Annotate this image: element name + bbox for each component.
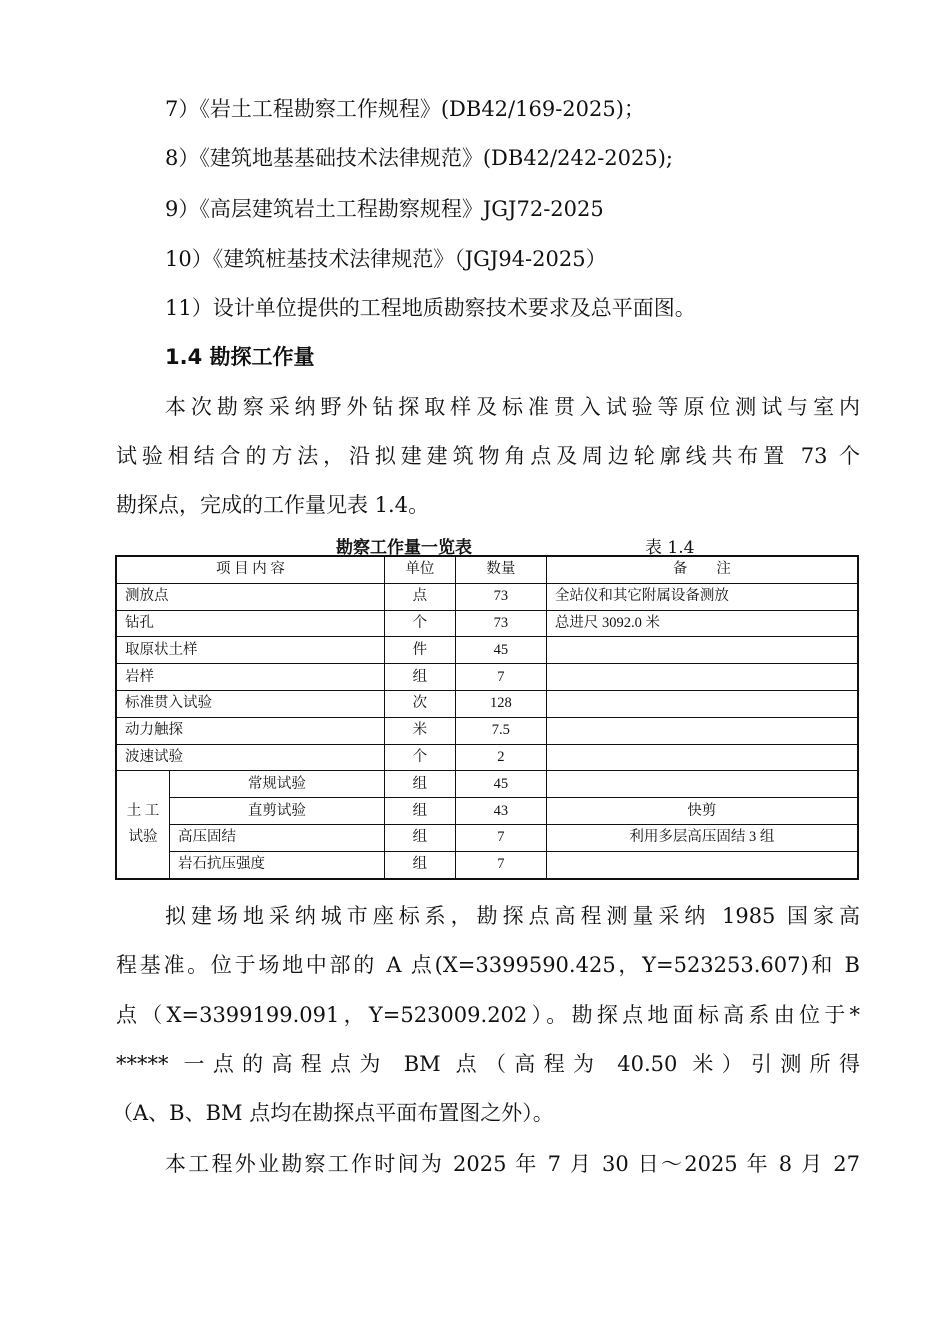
table-row: [116, 798, 858, 825]
table-row: [116, 664, 858, 691]
table-row: [116, 610, 858, 637]
group-label-line-2: 试验: [128, 829, 158, 846]
cell-qty: 128: [455, 690, 546, 717]
body-line-4: ***** 一点的高程点为 BM 点（高程为 40.50 米）引测所得: [116, 1052, 860, 1076]
cell-unit: 组: [384, 771, 455, 798]
cell-unit: 个: [384, 744, 455, 771]
reference-8: 8）《建筑地基基础技术法律规范》(DB42/242-2025);: [165, 146, 674, 170]
cell-item: 取原状土样: [116, 637, 384, 664]
cell-qty: 7: [455, 824, 546, 851]
cell-note: 总进尺 3092.0 米: [546, 610, 858, 637]
table-row: [116, 583, 858, 610]
header-note: 备 注: [546, 556, 858, 583]
cell-note: [546, 851, 858, 878]
table-row: [116, 744, 858, 771]
group-label-line-1: 土 工: [126, 803, 160, 820]
cell-qty: 45: [455, 637, 546, 664]
cell-unit: 件: [384, 637, 455, 664]
table-row: [116, 717, 858, 744]
table-row: [116, 824, 858, 851]
body-line-2: 程基准。位于场地中部的 A 点(X=3399590.425，Y=523253.607)和 B: [116, 953, 860, 977]
cell-note: [546, 744, 858, 771]
header-qty: 数量: [455, 556, 546, 583]
cell-note: [546, 690, 858, 717]
cell-qty: 2: [455, 744, 546, 771]
cell-item: 高压固结: [170, 824, 385, 851]
cell-item: 动力触探: [116, 717, 384, 744]
cell-unit: 组: [384, 851, 455, 878]
reference-10: 10）《建筑桩基技术法律规范》（JGJ94-2025）: [165, 247, 607, 271]
cell-note: 快剪: [546, 798, 858, 825]
cell-note: 利用多层高压固结 3 组: [546, 824, 858, 851]
reference-7: 7）《岩土工程勘察工作规程》(DB42/169-2025)；: [165, 97, 645, 121]
cell-item: 测放点: [116, 583, 384, 610]
cell-unit: 组: [384, 664, 455, 691]
reference-11: 11）设计单位提供的工程地质勘察技术要求及总平面图。: [165, 296, 696, 320]
cell-item: 直剪试验: [170, 798, 385, 825]
table-row: [116, 771, 858, 798]
cell-note: [546, 664, 858, 691]
cell-item: 标准贯入试验: [116, 690, 384, 717]
table-row: [116, 851, 858, 878]
table-header-row: [116, 556, 858, 583]
workload-table: [115, 555, 859, 880]
cell-item: 常规试验: [170, 771, 385, 798]
intro-line-2: 试验相结合的方法，沿拟建建筑物角点及周边轮廓线共布置 73 个: [116, 444, 860, 468]
cell-item: 波速试验: [116, 744, 384, 771]
cell-unit: 组: [384, 798, 455, 825]
cell-qty: 43: [455, 798, 546, 825]
cell-note: [546, 771, 858, 798]
cell-qty: 73: [455, 610, 546, 637]
body-line-5: （A、B、BM 点均在勘探点平面布置图之外）。: [112, 1101, 554, 1125]
table-row: [116, 690, 858, 717]
cell-unit: 个: [384, 610, 455, 637]
group-label: [116, 771, 170, 879]
section-heading: 1.4 勘探工作量: [165, 345, 315, 369]
cell-qty: 7: [455, 851, 546, 878]
cell-item: 岩样: [116, 664, 384, 691]
reference-9: 9）《高层建筑岩土工程勘察规程》JGJ72-2025: [165, 197, 604, 221]
intro-line-1: 本次勘察采纳野外钻探取样及标准贯入试验等原位测试与室内: [165, 395, 860, 419]
cell-unit: 米: [384, 717, 455, 744]
cell-item: 钻孔: [116, 610, 384, 637]
body-line-1: 拟建场地采纳城市座标系，勘探点高程测量采纳 1985 国家高: [165, 904, 860, 928]
body-line-6: 本工程外业勘察工作时间为 2025 年 7 月 30 日～2025 年 8 月 27: [165, 1152, 860, 1176]
cell-qty: 73: [455, 583, 546, 610]
cell-qty: 7.5: [455, 717, 546, 744]
cell-unit: 组: [384, 824, 455, 851]
table-number: 表 1.4: [645, 538, 695, 558]
intro-line-3: 勘探点，完成的工作量见表 1.4。: [116, 493, 430, 517]
cell-item: 岩石抗压强度: [170, 851, 385, 878]
cell-unit: 点: [384, 583, 455, 610]
table-caption: 勘察工作量一览表: [336, 538, 472, 558]
cell-note: [546, 717, 858, 744]
body-line-3: 点（X=3399199.091，Y=523009.202）。勘探点地面标高系由位于*: [116, 1003, 860, 1027]
cell-note: 全站仪和其它附属设备测放: [546, 583, 858, 610]
header-unit: 单位: [384, 556, 455, 583]
cell-note: [546, 637, 858, 664]
cell-qty: 7: [455, 664, 546, 691]
cell-unit: 次: [384, 690, 455, 717]
table-row: [116, 637, 858, 664]
cell-qty: 45: [455, 771, 546, 798]
header-item: 项 目 内 容: [116, 556, 384, 583]
